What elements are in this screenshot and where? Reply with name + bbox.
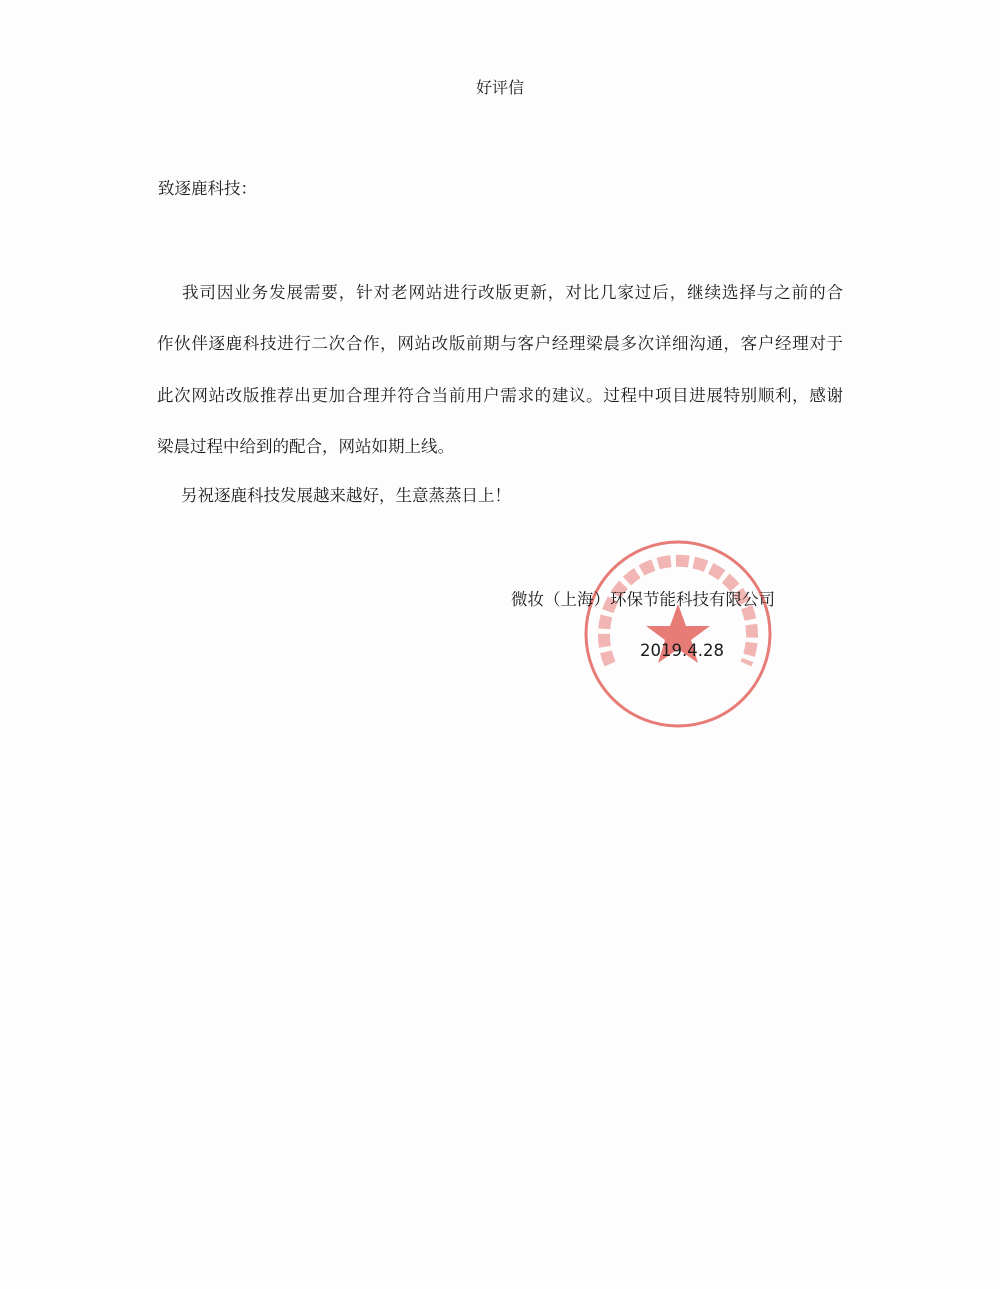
body-line-2: 作伙伴逐鹿科技进行二次合作，网站改版前期与客户经理梁晨多次详细沟通，客户经理对于 [157,334,843,353]
signature-company: 微妆（上海）环保节能科技有限公司 [511,590,775,609]
body-line-4: 梁晨过程中给到的配合，网站如期上线。 [157,437,454,456]
signature-date: 2019.4.28 [640,641,724,660]
body-line-3: 此次网站改版推荐出更加合理并符合当前用户需求的建议。过程中项目进展特别顺利，感谢 [157,386,843,405]
salutation: 致逐鹿科技： [158,179,257,198]
company-seal-stamp [580,536,776,732]
closing-line: 另祝逐鹿科技发展越来越好，生意蒸蒸日上！ [181,486,511,505]
body-line-1: 我司因业务发展需要，针对老网站进行改版更新，对比几家过后，继续选择与之前的合 [182,283,843,302]
letter-title: 好评信 [475,78,524,97]
